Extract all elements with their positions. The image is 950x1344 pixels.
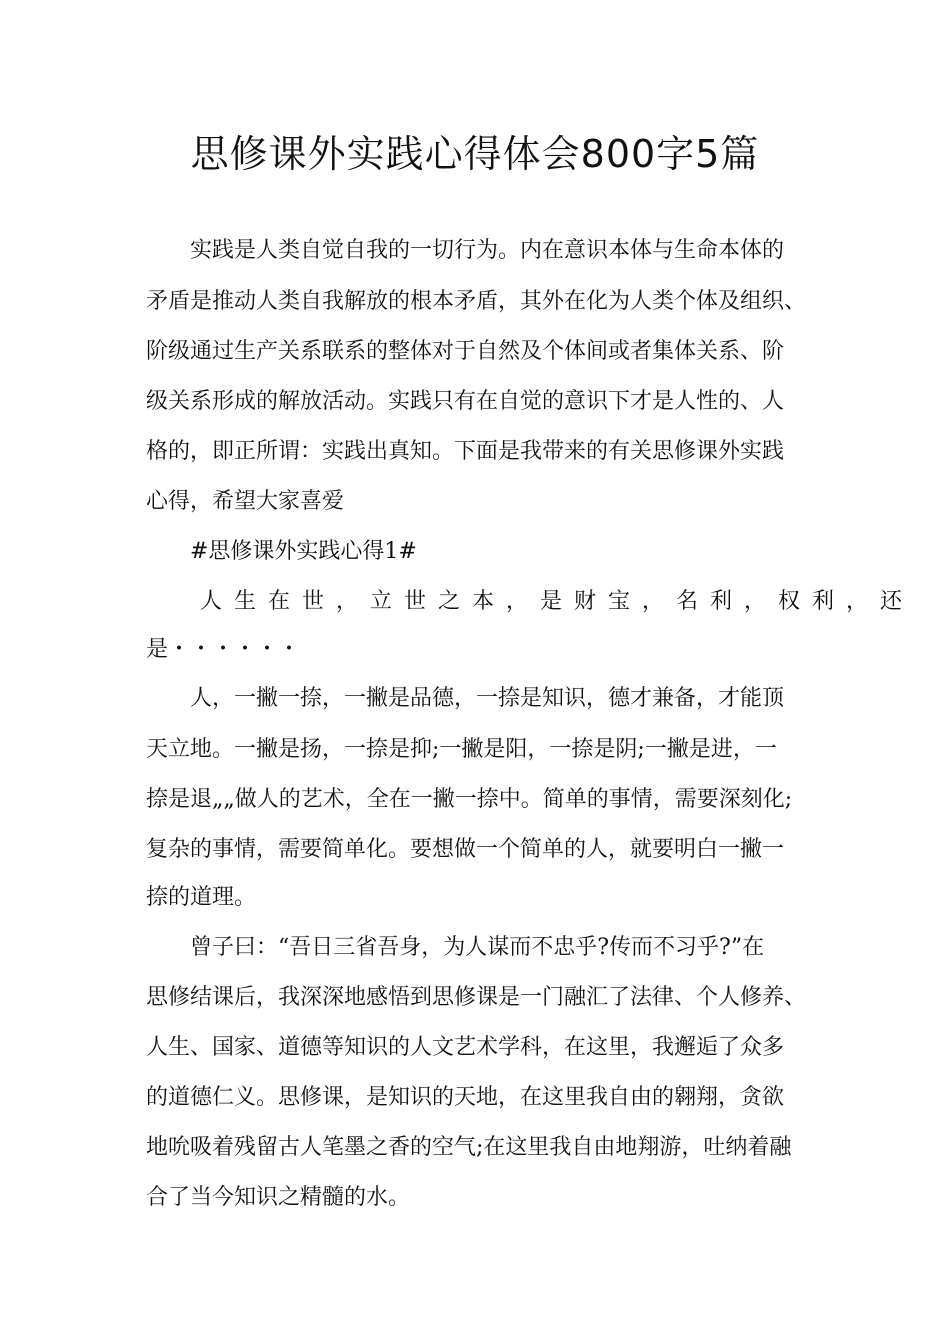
paragraph-line: 人生、国家、道德等知识的人文艺术学科，在这里，我邂逅了众多 [146,1035,785,1060]
paragraph-line: 矛盾是推动人类自我解放的根本矛盾，其外在化为人类个体及组织、 [146,289,807,314]
paragraph-line: 天立地。一撇是扬，一捺是抑;一撇是阳，一捺是阴;一撇是进，一 [146,737,777,762]
section-heading: #思修课外实践心得1# [190,539,417,564]
paragraph-line: 捺的道理。 [146,885,257,910]
paragraph-line: 的道德仁义。思修课，是知识的天地，在这里我自由的翱翔，贪欲 [146,1085,785,1110]
paragraph-line: 人生在世，立世之本，是财宝，名利，权利，还 [200,589,915,614]
document-title: 思修课外实践心得体会800字5篇 [190,132,760,176]
paragraph-line: 心得，希望大家喜爱 [146,489,345,514]
paragraph-line: 地吮吸着残留古人笔墨之香的空气;在这里我自由地翔游，吐纳着融 [146,1135,792,1160]
paragraph-line: 是・・・・・・ [146,637,301,662]
paragraph-line: 合了当今知识之精髓的水。 [146,1185,411,1210]
paragraph-line: 格的，即正所谓：实践出真知。下面是我带来的有关思修课外实践 [146,439,785,464]
paragraph-line: 实践是人类自觉自我的一切行为。内在意识本体与生命本体的 [190,238,785,263]
paragraph-line: 阶级通过生产关系联系的整体对于自然及个体间或者集体关系、阶 [146,339,785,364]
paragraph-line: 思修结课后，我深深地感悟到思修课是一门融汇了法律、个人修养、 [146,985,807,1010]
paragraph-line: 级关系形成的解放活动。实践只有在自觉的意识下才是人性的、人 [146,389,785,414]
paragraph-line: 复杂的事情，需要简单化。要想做一个简单的人，就要明白一撇一 [146,837,785,862]
paragraph-line: 人，一撇一捺，一撇是品德，一捺是知识，德才兼备，才能顶 [190,686,785,711]
paragraph-line: 曾子曰：“吾日三省吾身，为人谋而不忠乎?传而不习乎?”在 [190,935,765,960]
paragraph-line: 捺是退„„做人的艺术，全在一撇一捺中。简单的事情，需要深刻化; [146,787,793,812]
